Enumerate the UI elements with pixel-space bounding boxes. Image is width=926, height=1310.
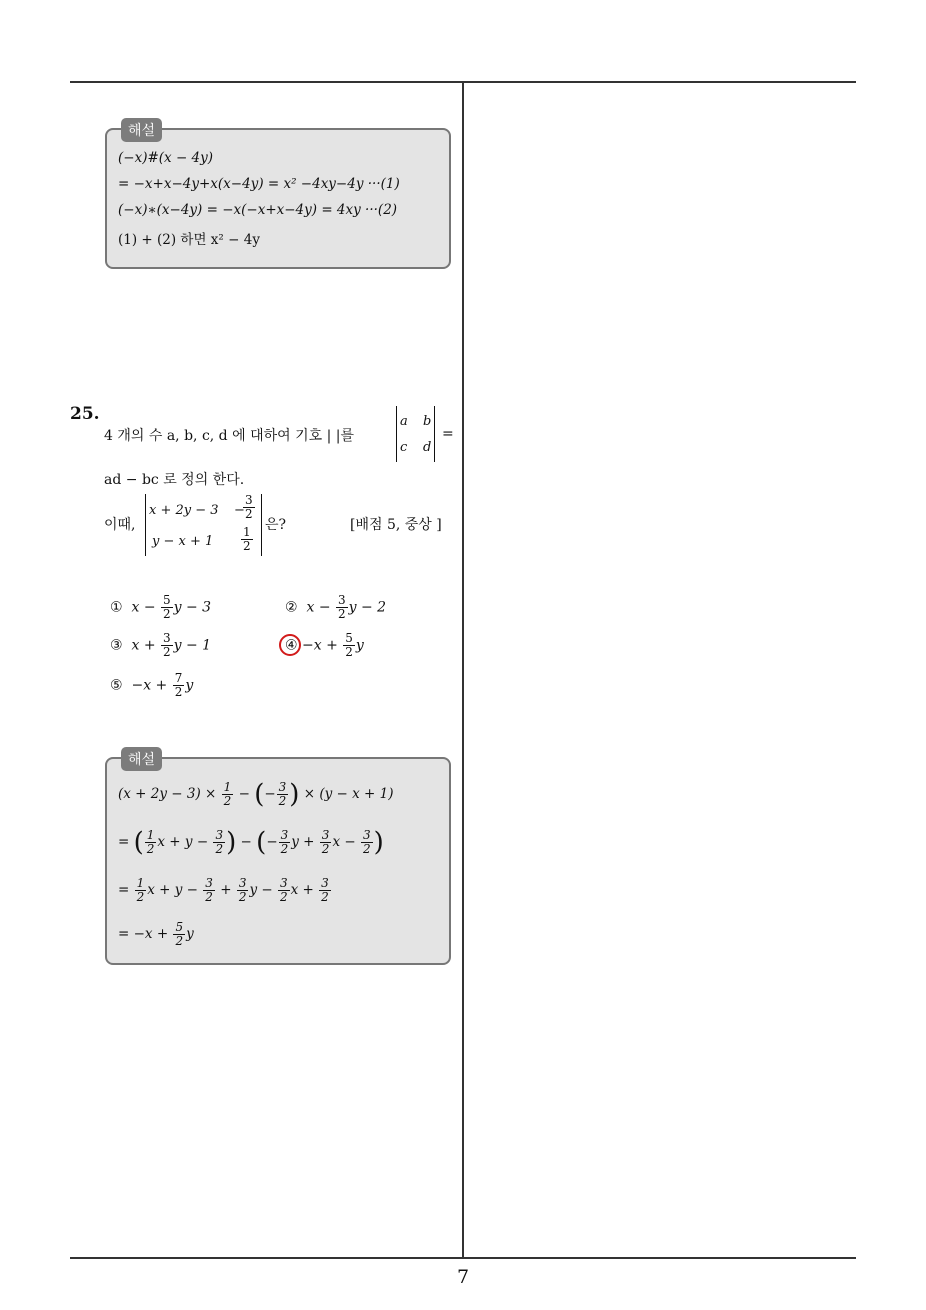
solution-line: (−x)#(x − 4y): [118, 150, 214, 166]
problem-number: 25.: [70, 404, 100, 424]
solution-line: = −x + $\frac{5}{2}$ y: [118, 920, 194, 948]
problem-text-line3: 이때,: [104, 517, 136, 533]
score-label: [배점 5, 중상 ]: [350, 517, 442, 533]
det-bar-left: [396, 406, 397, 462]
solution-line: (x + 2y − 3) × $\frac{1}{2}$ − (− $\frac{3}{2}$ ) × (y − x + 1): [118, 779, 394, 810]
solution-tag: 해설: [121, 747, 162, 771]
fraction: $\frac{3}{2}$: [245, 493, 253, 521]
solution-box-24: [105, 123, 451, 269]
matrix-cell: a: [400, 414, 408, 429]
matrix-cell: y − x + 1: [152, 534, 214, 549]
answer-mark-circle: [279, 634, 301, 656]
solution-line: (−x)∗(x−4y) = −x(−x+x−4y) = 4xy ···(2): [118, 202, 398, 218]
choice-3[interactable]: ③ x + $\frac{3}{2}$ y − 1: [110, 631, 212, 659]
solution-line: = $\frac{1}{2}$ x + y − $\frac{3}{2}$ + $\frac{3}{2}$ y − $\frac{3}{2}$ x + $\frac{3}{2}$: [118, 876, 329, 904]
choice-5[interactable]: ⑤ −x + $\frac{7}{2}$ y: [110, 671, 194, 699]
matrix-cell: b: [423, 414, 432, 429]
matrix-cell: c: [400, 440, 408, 455]
problem-text-line2: ad − bc 로 정의 한다.: [104, 472, 245, 488]
det-bar-right: [434, 406, 435, 462]
choice-4[interactable]: ④ −x + $\frac{5}{2}$ y: [285, 631, 364, 659]
choice-2[interactable]: ② x − $\frac{3}{2}$ y − 2: [285, 593, 387, 621]
problem-text-suffix: 은?: [265, 517, 287, 533]
equals-sign: =: [442, 426, 454, 442]
solution-line: (1) + (2) 하면 x² − 4y: [118, 232, 260, 248]
det-bar-right: [261, 494, 262, 556]
footer-rule: [70, 1257, 856, 1259]
matrix-cell: −: [234, 503, 245, 518]
column-divider: [462, 82, 464, 1258]
fraction: $\frac{1}{2}$: [243, 525, 251, 553]
page-number: 7: [456, 1266, 470, 1288]
solution-line: = −x+x−4y+x(x−4y) = x² −4xy−4y ···(1): [118, 176, 400, 192]
solution-box-25: [105, 752, 451, 965]
det-bar-left: [145, 494, 146, 556]
solution-line: = ( $\frac{1}{2}$ x + y − $\frac{3}{2}$ ) − (− $\frac{3}{2}$ y + $\frac{3}{2}$ x − $\frac{3}{2}$ ): [118, 827, 384, 858]
matrix-cell: d: [423, 440, 432, 455]
solution-tag: 해설: [121, 118, 162, 142]
matrix-cell: x + 2y − 3: [149, 503, 219, 518]
problem-text-line1: 4 개의 수 a, b, c, d 에 대하여 기호 | |를: [104, 428, 354, 444]
choice-1[interactable]: ① x − $\frac{5}{2}$ y − 3: [110, 593, 212, 621]
